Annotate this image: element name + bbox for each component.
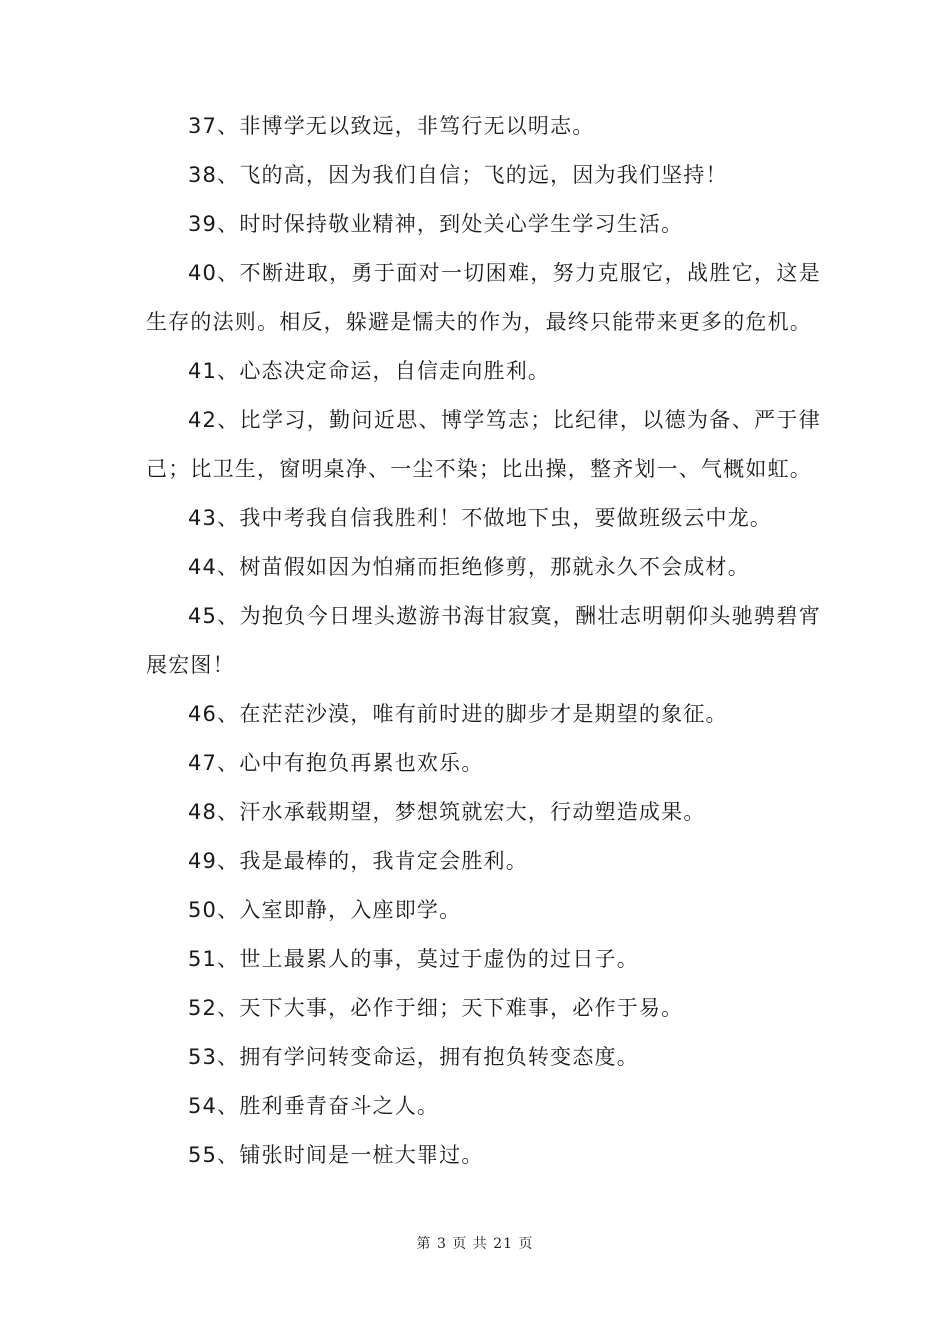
paragraph-41: 41、心态决定命运，自信走向胜利。 <box>188 359 551 383</box>
paragraph-55: 55、铺张时间是一桩大罪过。 <box>188 1143 484 1167</box>
paragraph-50: 50、入室即静，入座即学。 <box>188 898 462 922</box>
paragraph-37: 37、非博学无以致远，非笃行无以明志。 <box>188 114 595 138</box>
paragraph-42: 42、比学习，勤问近思、博学笃志；比纪律，以德为备、严于律己；比卫生，窗明桌净、一尘不染；比出操，整齐划一、气概如虹。 <box>146 408 821 481</box>
paragraph-53: 53、拥有学问转变命运，拥有抱负转变态度。 <box>188 1045 639 1069</box>
paragraph-49: 49、我是最棒的，我肯定会胜利。 <box>188 849 528 873</box>
paragraph-48: 48、汗水承载期望，梦想筑就宏大，行动塑造成果。 <box>188 800 706 824</box>
paragraph-44: 44、树苗假如因为怕痛而拒绝修剪，那就永久不会成材。 <box>188 555 750 579</box>
paragraph-47: 47、心中有抱负再累也欢乐。 <box>188 751 484 775</box>
paragraph-39: 39、时时保持敬业精神，到处关心学生学习生活。 <box>188 212 684 236</box>
paragraph-38: 38、飞的高，因为我们自信；飞的远，因为我们坚持！ <box>188 163 728 187</box>
paragraph-43: 43、我中考我自信我胜利！不做地下虫，要做班级云中龙。 <box>188 506 773 530</box>
paragraph-54: 54、胜利垂青奋斗之人。 <box>188 1094 440 1118</box>
document-body <box>146 102 821 1180</box>
page-number-footer: 第 3 页 共 21 页 <box>416 1236 534 1252</box>
paragraph-46: 46、在茫茫沙漠，唯有前时进的脚步才是期望的象征。 <box>188 702 728 726</box>
paragraph-45: 45、为抱负今日埋头遨游书海甘寂寞，酬壮志明朝仰头驰骋碧宵展宏图！ <box>146 604 821 677</box>
paragraph-40: 40、不断进取，勇于面对一切困难，努力克服它，战胜它，这是生存的法则。相反，躲避是懦夫的作为，最终只能带来更多的危机。 <box>146 261 821 334</box>
paragraph-52: 52、天下大事，必作于细；天下难事，必作于易。 <box>188 996 684 1020</box>
paragraph-51: 51、世上最累人的事，莫过于虚伪的过日子。 <box>188 947 639 971</box>
